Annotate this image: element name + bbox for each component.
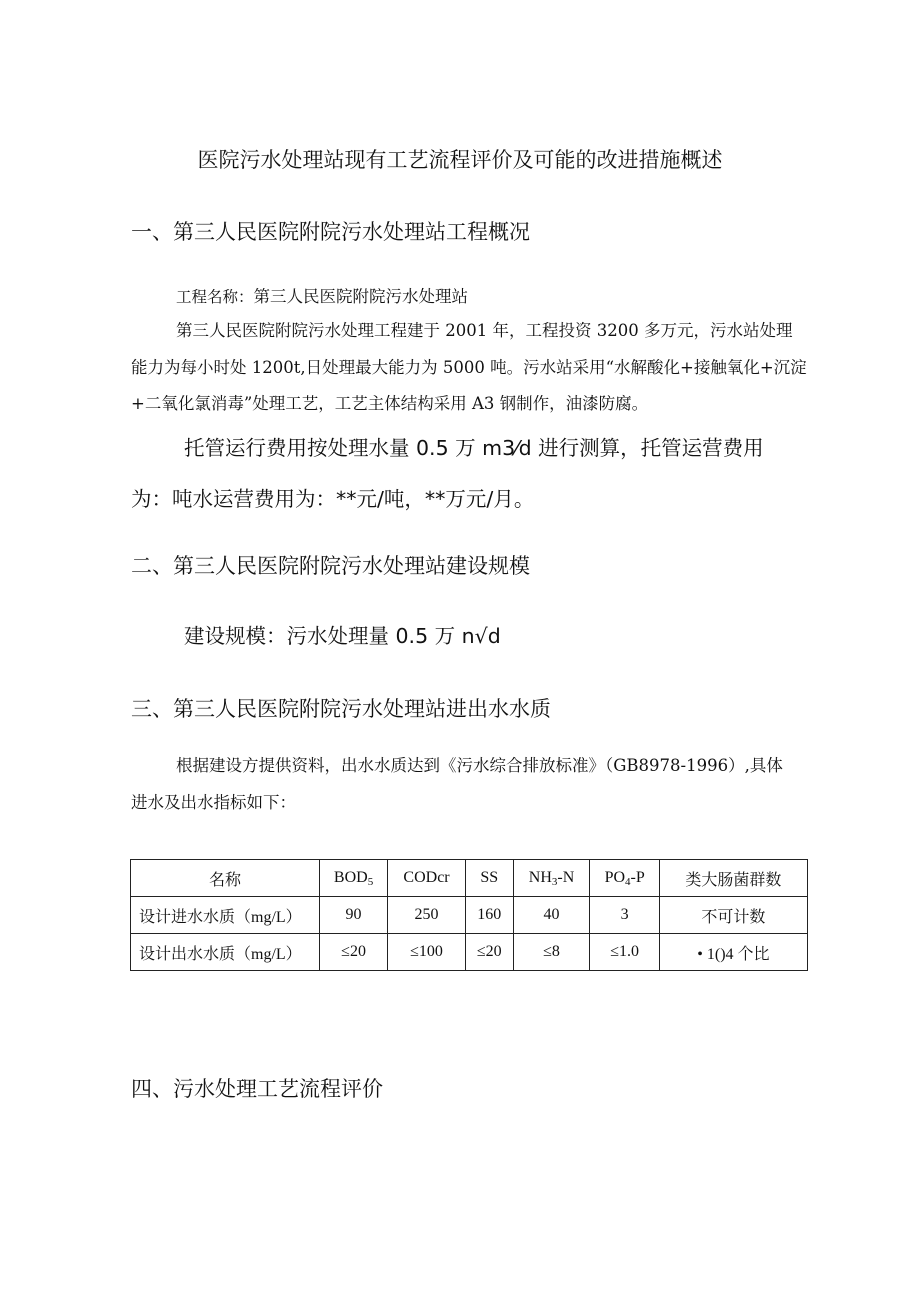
section-heading-1: 一、第三人民医院附院污水处理站工程概况 — [131, 220, 530, 244]
cell-coliform: • 1()4 个比 — [659, 934, 807, 971]
header-bod: $BOD_5$ — [320, 860, 388, 897]
cost-paragraph-line-2: 为：吨水运营费用为：**元/吨，**万元/月。 — [131, 487, 535, 511]
cell-ss: ≤20 — [465, 934, 513, 971]
cell-nh3n: ≤8 — [513, 934, 590, 971]
cell-cod: ≤100 — [388, 934, 466, 971]
water-quality-paragraph-line-1: 根据建设方提供资料，出水水质达到《污水综合排放标准》（GB8978-1996）,具体 — [176, 756, 783, 775]
table-row — [131, 934, 808, 971]
document-title: 医院污水处理站现有工艺流程评价及可能的改进措施概述 — [197, 148, 723, 172]
table-header-row — [131, 860, 808, 897]
row-label: 设计进水水质（mg/L） — [131, 897, 320, 934]
project-name-value: 第三人民医院附院污水处理站 — [253, 287, 469, 306]
section-heading-3: 三、第三人民医院附院污水处理站进出水水质 — [131, 697, 551, 721]
overview-paragraph-line-2: 能力为每小时处 1200t,日处理最大能力为 5000 吨。污水站采用“水解酸化+接触氧化+沉淀 — [131, 358, 807, 377]
cell-coliform: 不可计数 — [659, 897, 807, 934]
header-nh3n: $NH_3-N$ — [513, 860, 590, 897]
header-po4p: $PO_4-P$ — [590, 860, 659, 897]
overview-paragraph-line-3: +二氧化氯消毒”处理工艺，工艺主体结构采用 A3 钢制作，油漆防腐。 — [131, 394, 649, 413]
header-name: 名称 — [131, 860, 320, 897]
cell-ss: 160 — [465, 897, 513, 934]
cell-nh3n: 40 — [513, 897, 590, 934]
row-label: 设计出水水质（mg/L） — [131, 934, 320, 971]
project-name-line — [176, 283, 468, 307]
section-heading-2: 二、第三人民医院附院污水处理站建设规模 — [131, 554, 530, 578]
overview-paragraph-line-1: 第三人民医院附院污水处理工程建于 2001 年，工程投资 3200 多万元，污水站处理 — [176, 321, 793, 340]
water-quality-paragraph-line-2: 进水及出水指标如下： — [131, 793, 296, 812]
cell-bod: 90 — [320, 897, 388, 934]
cell-cod: 250 — [388, 897, 466, 934]
cell-po4p: 3 — [590, 897, 659, 934]
header-coliform: 类大肠菌群数 — [659, 860, 807, 897]
table-row — [131, 897, 808, 934]
header-cod: CODcr — [388, 860, 466, 897]
cost-paragraph-line-1: 托管运行费用按处理水量 0.5 万 m3⁄d 进行测算，托管运营费用 — [184, 436, 764, 460]
construction-scale-line: 建设规模：污水处理量 0.5 万 n√d — [184, 624, 501, 648]
header-ss: SS — [465, 860, 513, 897]
water-quality-table — [130, 859, 808, 971]
project-name-label: 工程名称： — [176, 288, 254, 306]
cell-bod: ≤20 — [320, 934, 388, 971]
cell-po4p: ≤1.0 — [590, 934, 659, 971]
section-heading-4: 四、污水处理工艺流程评价 — [131, 1077, 383, 1101]
